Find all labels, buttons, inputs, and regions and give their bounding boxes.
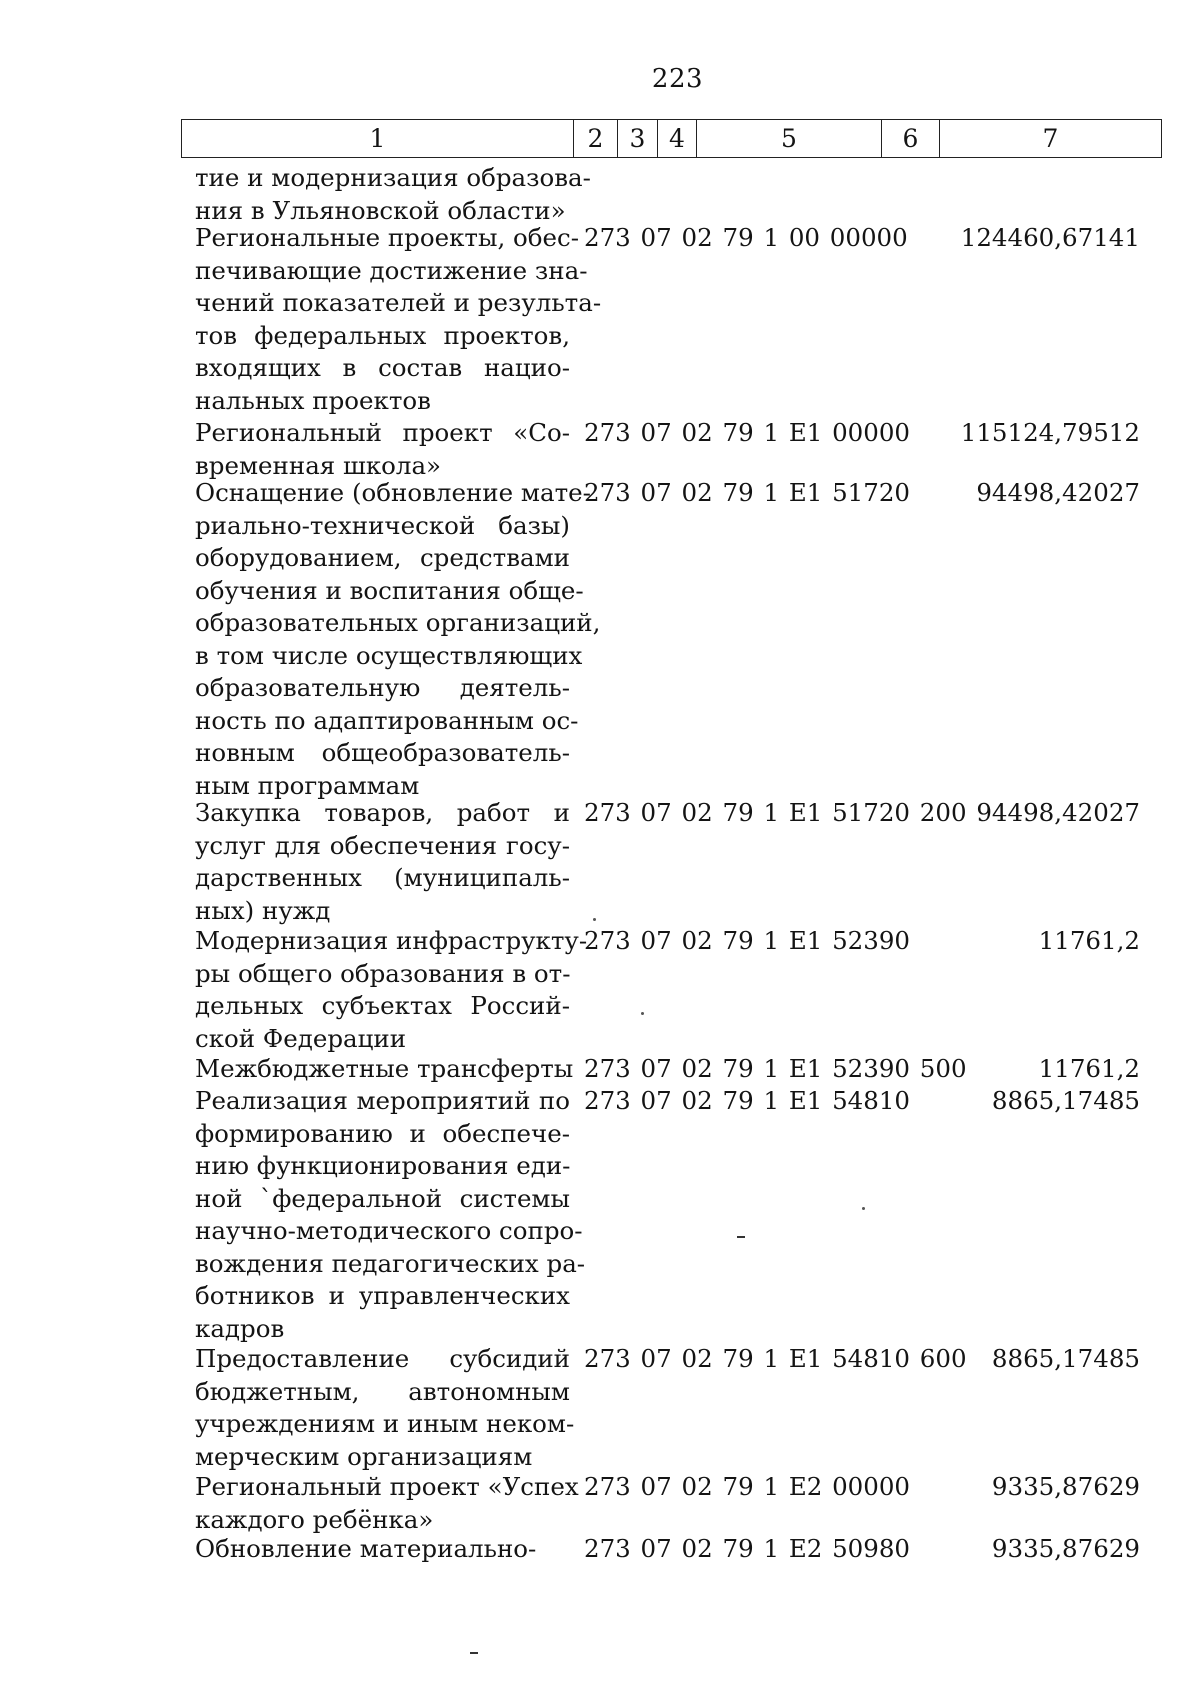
budget-code: 273 07 02 79 1 Е1 00000 (584, 418, 911, 447)
amount-value: 115124,79512 (960, 418, 1140, 447)
description-line: тие и модернизация образова- (195, 163, 591, 192)
header-col-3: 3 (618, 120, 658, 157)
row-description (195, 1343, 575, 1473)
amount-value: 94498,42027 (976, 478, 1140, 507)
amount-value: 11761,2 (1038, 926, 1140, 955)
amount-value: 9335,87629 (991, 1472, 1140, 1501)
page-number: 223 (651, 64, 704, 94)
description-line: ной `федеральной системы (195, 1183, 570, 1213)
description-line: кадров (195, 1313, 285, 1343)
description-line: Оснащение (обновление мате- (195, 478, 591, 507)
description-line: ным программам (195, 770, 420, 800)
description-line: нию функционирования еди- (195, 1151, 571, 1180)
row-description (195, 477, 601, 802)
budget-code: 273 07 02 79 1 Е1 52390 (584, 926, 911, 955)
amount-value: 8865,17485 (991, 1086, 1140, 1115)
row-description (195, 1053, 574, 1086)
description-line: дарственных (муниципаль- (195, 863, 570, 892)
description-line: формированию и обеспече- (195, 1118, 570, 1148)
budget-code: 273 07 02 79 1 Е1 54810 (584, 1086, 911, 1115)
amount-value: 8865,17485 (991, 1344, 1140, 1373)
description-line: ность по адаптированным ос- (195, 705, 579, 735)
amount-value: 9335,87629 (991, 1534, 1140, 1563)
description-line: ния в Ульяновской области» (195, 195, 566, 225)
description-line: учреждениям и иным неком- (195, 1409, 575, 1438)
description-line: научно-методического сопро- (195, 1216, 583, 1245)
scan-mark (470, 1652, 478, 1654)
budget-code: 273 07 02 79 1 Е2 00000 (584, 1472, 911, 1501)
description-line: ных) нужд (195, 895, 331, 925)
description-line: Региональный проект «Со- (195, 418, 570, 447)
scan-mark (737, 1236, 745, 1238)
scan-speck (862, 1207, 865, 1210)
description-line: Реализация мероприятий по (195, 1086, 570, 1115)
description-line: образовательную деятель- (195, 673, 570, 702)
description-line: Региональные проекты, обес- (195, 223, 580, 252)
description-line: ботников и управленческих (195, 1281, 570, 1310)
row-description (195, 222, 602, 417)
row-description (195, 1533, 570, 1566)
description-line: риально-технической базы) (195, 510, 570, 540)
description-line: каждого ребёнка» (195, 1504, 434, 1534)
description-line: Модернизация инфраструкту- (195, 926, 588, 955)
description-line: временная школа» (195, 450, 442, 480)
description-line: новным общеобразователь- (195, 738, 570, 767)
description-line: ской Федерации (195, 1023, 407, 1053)
header-col-4: 4 (658, 120, 697, 157)
row-description (195, 417, 570, 482)
description-line: чений показателей и результа- (195, 288, 602, 317)
header-col-5: 5 (697, 120, 882, 157)
description-line: ры общего образования в от- (195, 958, 571, 988)
budget-code: 273 07 02 79 1 00 00000 (584, 223, 908, 252)
description-line: печивающие достижение зна- (195, 255, 588, 285)
description-line: нальных проектов (195, 385, 431, 415)
row-description (195, 925, 588, 1055)
description-line: Предоставление субсидий (195, 1344, 570, 1373)
description-line: тов федеральных проектов, (195, 320, 570, 350)
row-description (195, 797, 570, 927)
header-col-6: 6 (882, 120, 940, 157)
description-line: входящих в состав нацио- (195, 353, 570, 382)
budget-code: 273 07 02 79 1 Е1 51720 (584, 478, 911, 507)
description-line: бюджетным, автономным (195, 1376, 570, 1406)
scan-speck (593, 918, 596, 921)
header-col-7: 7 (1042, 124, 1059, 153)
row-description (195, 162, 591, 227)
header-col-2: 2 (574, 120, 618, 157)
row-description (195, 1085, 586, 1345)
budget-code: 273 07 02 79 1 Е1 51720 200 (584, 798, 967, 827)
description-line: Обновление материально- (195, 1534, 537, 1563)
header-col-1: 1 (182, 120, 574, 157)
budget-code: 273 07 02 79 1 Е2 50980 (584, 1534, 911, 1563)
description-line: оборудованием, средствами (195, 543, 570, 572)
amount-value: 94498,42027 (976, 798, 1140, 827)
scan-speck (641, 1012, 644, 1015)
description-line: услуг для обеспечения госу- (195, 830, 570, 860)
row-description (195, 1471, 579, 1536)
amount-value: 124460,67141 (960, 223, 1140, 252)
description-line: дельных субъектах Россий- (195, 991, 570, 1020)
table-header (181, 119, 1162, 158)
description-line: Региональный проект «Успех (195, 1472, 579, 1501)
description-line: обучения и воспитания обще- (195, 575, 584, 605)
description-line: вождения педагогических ра- (195, 1248, 586, 1278)
description-line: образовательных организаций, (195, 608, 601, 637)
budget-code: 273 07 02 79 1 Е1 52390 500 (584, 1054, 967, 1083)
description-line: Закупка товаров, работ и (195, 798, 570, 827)
amount-value: 11761,2 (1038, 1054, 1140, 1083)
description-line: в том числе осуществляющих (195, 640, 583, 670)
budget-code: 273 07 02 79 1 Е1 54810 600 (584, 1344, 967, 1373)
description-line: Межбюджетные трансферты (195, 1054, 574, 1083)
description-line: мерческим организациям (195, 1441, 533, 1471)
